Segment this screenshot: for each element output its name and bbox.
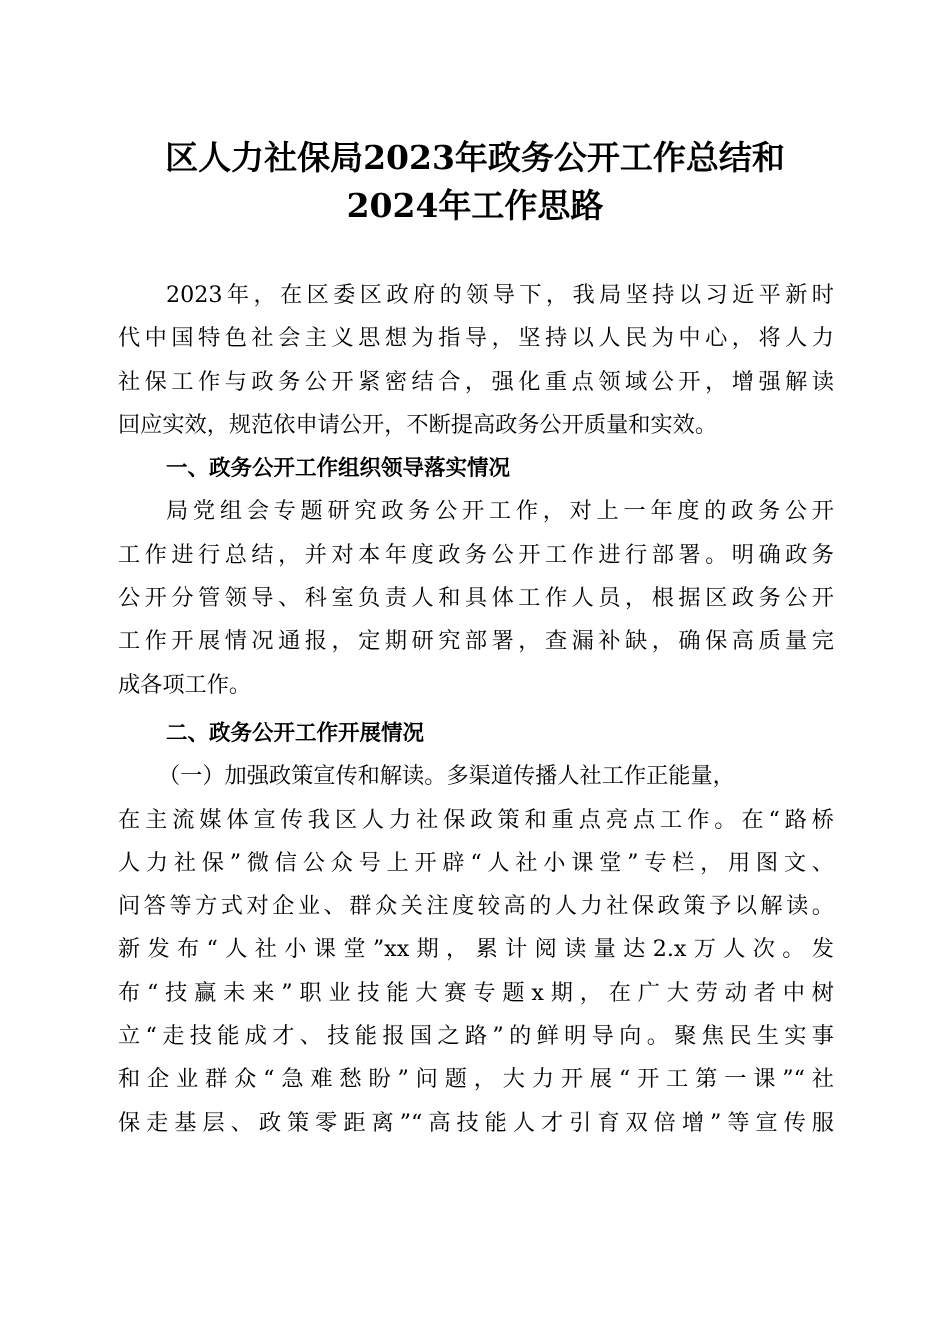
section-heading-1: 一、政务公开工作组织领导落实情况	[166, 456, 511, 482]
section2-line: 保走基层、政策零距离”“高技能人才引育双倍增”等宣传服	[118, 1109, 834, 1136]
section-heading-2: 二、政务公开工作开展情况	[166, 720, 425, 746]
section2-line: 问答等方式对企业、群众关注度较高的人力社保政策予以解读。	[118, 893, 834, 920]
intro-line: 代中国特色社会主义思想为指导，坚持以人民为中心，将人力	[118, 325, 834, 352]
document-title-line-2: 2024年工作思路	[346, 186, 604, 225]
section2-line: 在主流媒体宣传我区人力社保政策和重点亮点工作。在“路桥	[118, 806, 834, 833]
document-title-line-1: 区人力社保局2023年政务公开工作总结和	[165, 138, 785, 177]
section2-line: 立“走技能成才、技能报国之路”的鲜明导向。聚焦民生实事	[118, 1023, 834, 1050]
section2-line: 新发布“人社小课堂”xx期，累计阅读量达2.x万人次。发	[118, 936, 834, 963]
section1-line: 局党组会专题研究政务公开工作，对上一年度的政务公开	[166, 498, 834, 525]
section1-line: 工作进行总结，并对本年度政务公开工作进行部署。明确政务	[118, 541, 834, 568]
intro-line: 回应实效，规范依申请公开，不断提高政务公开质量和实效。	[118, 411, 718, 438]
intro-line: 2023年，在区委区政府的领导下，我局坚持以习近平新时	[166, 282, 834, 308]
section2-line: 和企业群众“急难愁盼”问题，大力开展“开工第一课”“社	[118, 1066, 834, 1093]
section2-line: 布“技赢未来”职业技能大赛专题x期，在广大劳动者中树	[118, 979, 834, 1006]
section1-line: 工作开展情况通报，定期研究部署，查漏补缺，确保高质量完	[118, 628, 834, 655]
section2-first-line-rest: 多渠道传播人社工作正能量，	[446, 763, 735, 790]
section1-line: 成各项工作。	[118, 671, 252, 698]
document-body	[118, 274, 834, 1145]
section2-first-line	[118, 755, 834, 798]
subheading-1: （一）加强政策宣传和解读。	[158, 763, 447, 790]
section2-line: 人力社保”微信公众号上开辟“人社小课堂”专栏，用图文、	[118, 849, 834, 876]
section1-line: 公开分管领导、科室负责人和具体工作人员，根据区政务公开	[118, 585, 834, 612]
intro-line: 社保工作与政务公开紧密结合，强化重点领域公开，增强解读	[118, 368, 834, 395]
